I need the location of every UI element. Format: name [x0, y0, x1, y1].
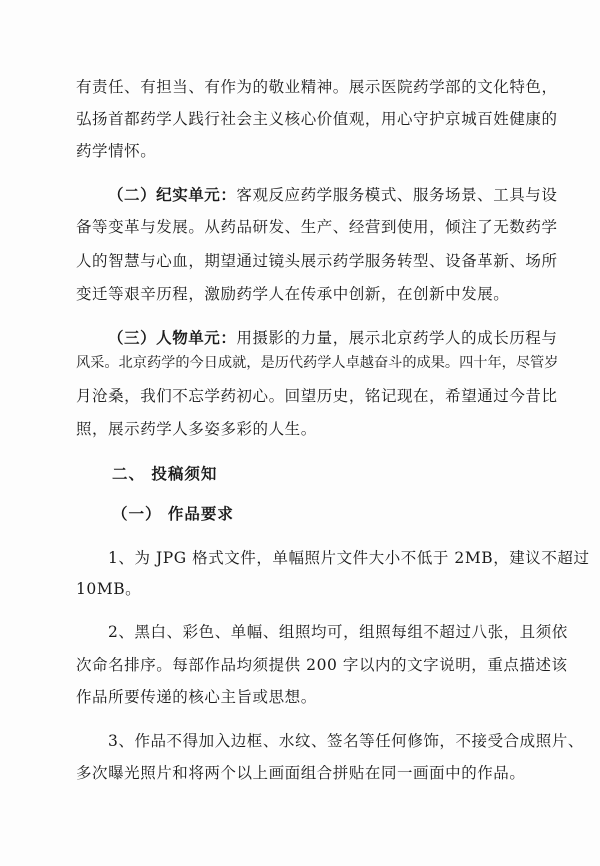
para2-first-text: 客观反应药学服务模式、服务场景、工具与设	[236, 186, 558, 204]
para3-label: （三）人物单元：	[108, 329, 237, 347]
para1-line-1: 有责任、有担当、有作为的敬业精神。展示医院药学部的文化特色，	[76, 78, 558, 96]
para3-line-3: 月沧桑，我们不忘学药初心。回望历史，铭记现在，希望通过今昔比	[76, 387, 558, 405]
item1-line-2: 10MB。	[76, 580, 142, 598]
item1-line-1: 1、为 JPG 格式文件，单幅照片文件大小不低于 2MB，建议不超过	[108, 549, 590, 567]
item3-line-2: 多次曝光照片和将两个以上画面组合拼贴在同一画面中的作品。	[76, 764, 526, 782]
para1-line-2: 弘扬首都药学人践行社会主义核心价值观，用心守护京城百姓健康的	[76, 110, 558, 128]
para2-label: （二）纪实单元：	[108, 186, 237, 204]
para2-line-3: 人的智慧与心血，期望通过镜头展示药学服务转型、设备革新、场所	[76, 252, 558, 270]
para2-line-4: 变迁等艰辛历程，激励药学人在传承中创新，在创新中发展。	[76, 285, 510, 303]
item3-line-1: 3、作品不得加入边框、水纹、签名等任何修饰，不接受合成照片、	[108, 732, 584, 750]
para2-line-1	[108, 184, 557, 206]
item2-line-2: 次命名排序。每部作品均须提供 200 字以内的文字说明，重点描述该	[76, 656, 568, 674]
para3-line-2: 风采。北京药学的今日成就，是历代药学人卓越奋斗的成果。四十年，尽管岁	[76, 355, 559, 371]
para3-first-text: 用摄影的力量，展示北京药学人的成长历程与	[236, 329, 558, 347]
para1-line-3: 药学情怀。	[76, 142, 157, 160]
section-2-heading: 二、 投稿须知	[112, 465, 218, 483]
item2-line-3: 作品所要传递的核心主旨或思想。	[76, 688, 317, 706]
para2-line-2: 备等变革与发展。从药品研发、生产、经营到使用，倾注了无数药学	[76, 218, 558, 236]
para3-line-4: 照，展示药学人多姿多彩的人生。	[76, 420, 317, 438]
para3-line-1	[108, 327, 557, 349]
item2-line-1: 2、黑白、彩色、单幅、组照均可，组照每组不超过八张，且须依	[108, 623, 568, 641]
subsection-1-heading: （一） 作品要求	[112, 505, 234, 523]
